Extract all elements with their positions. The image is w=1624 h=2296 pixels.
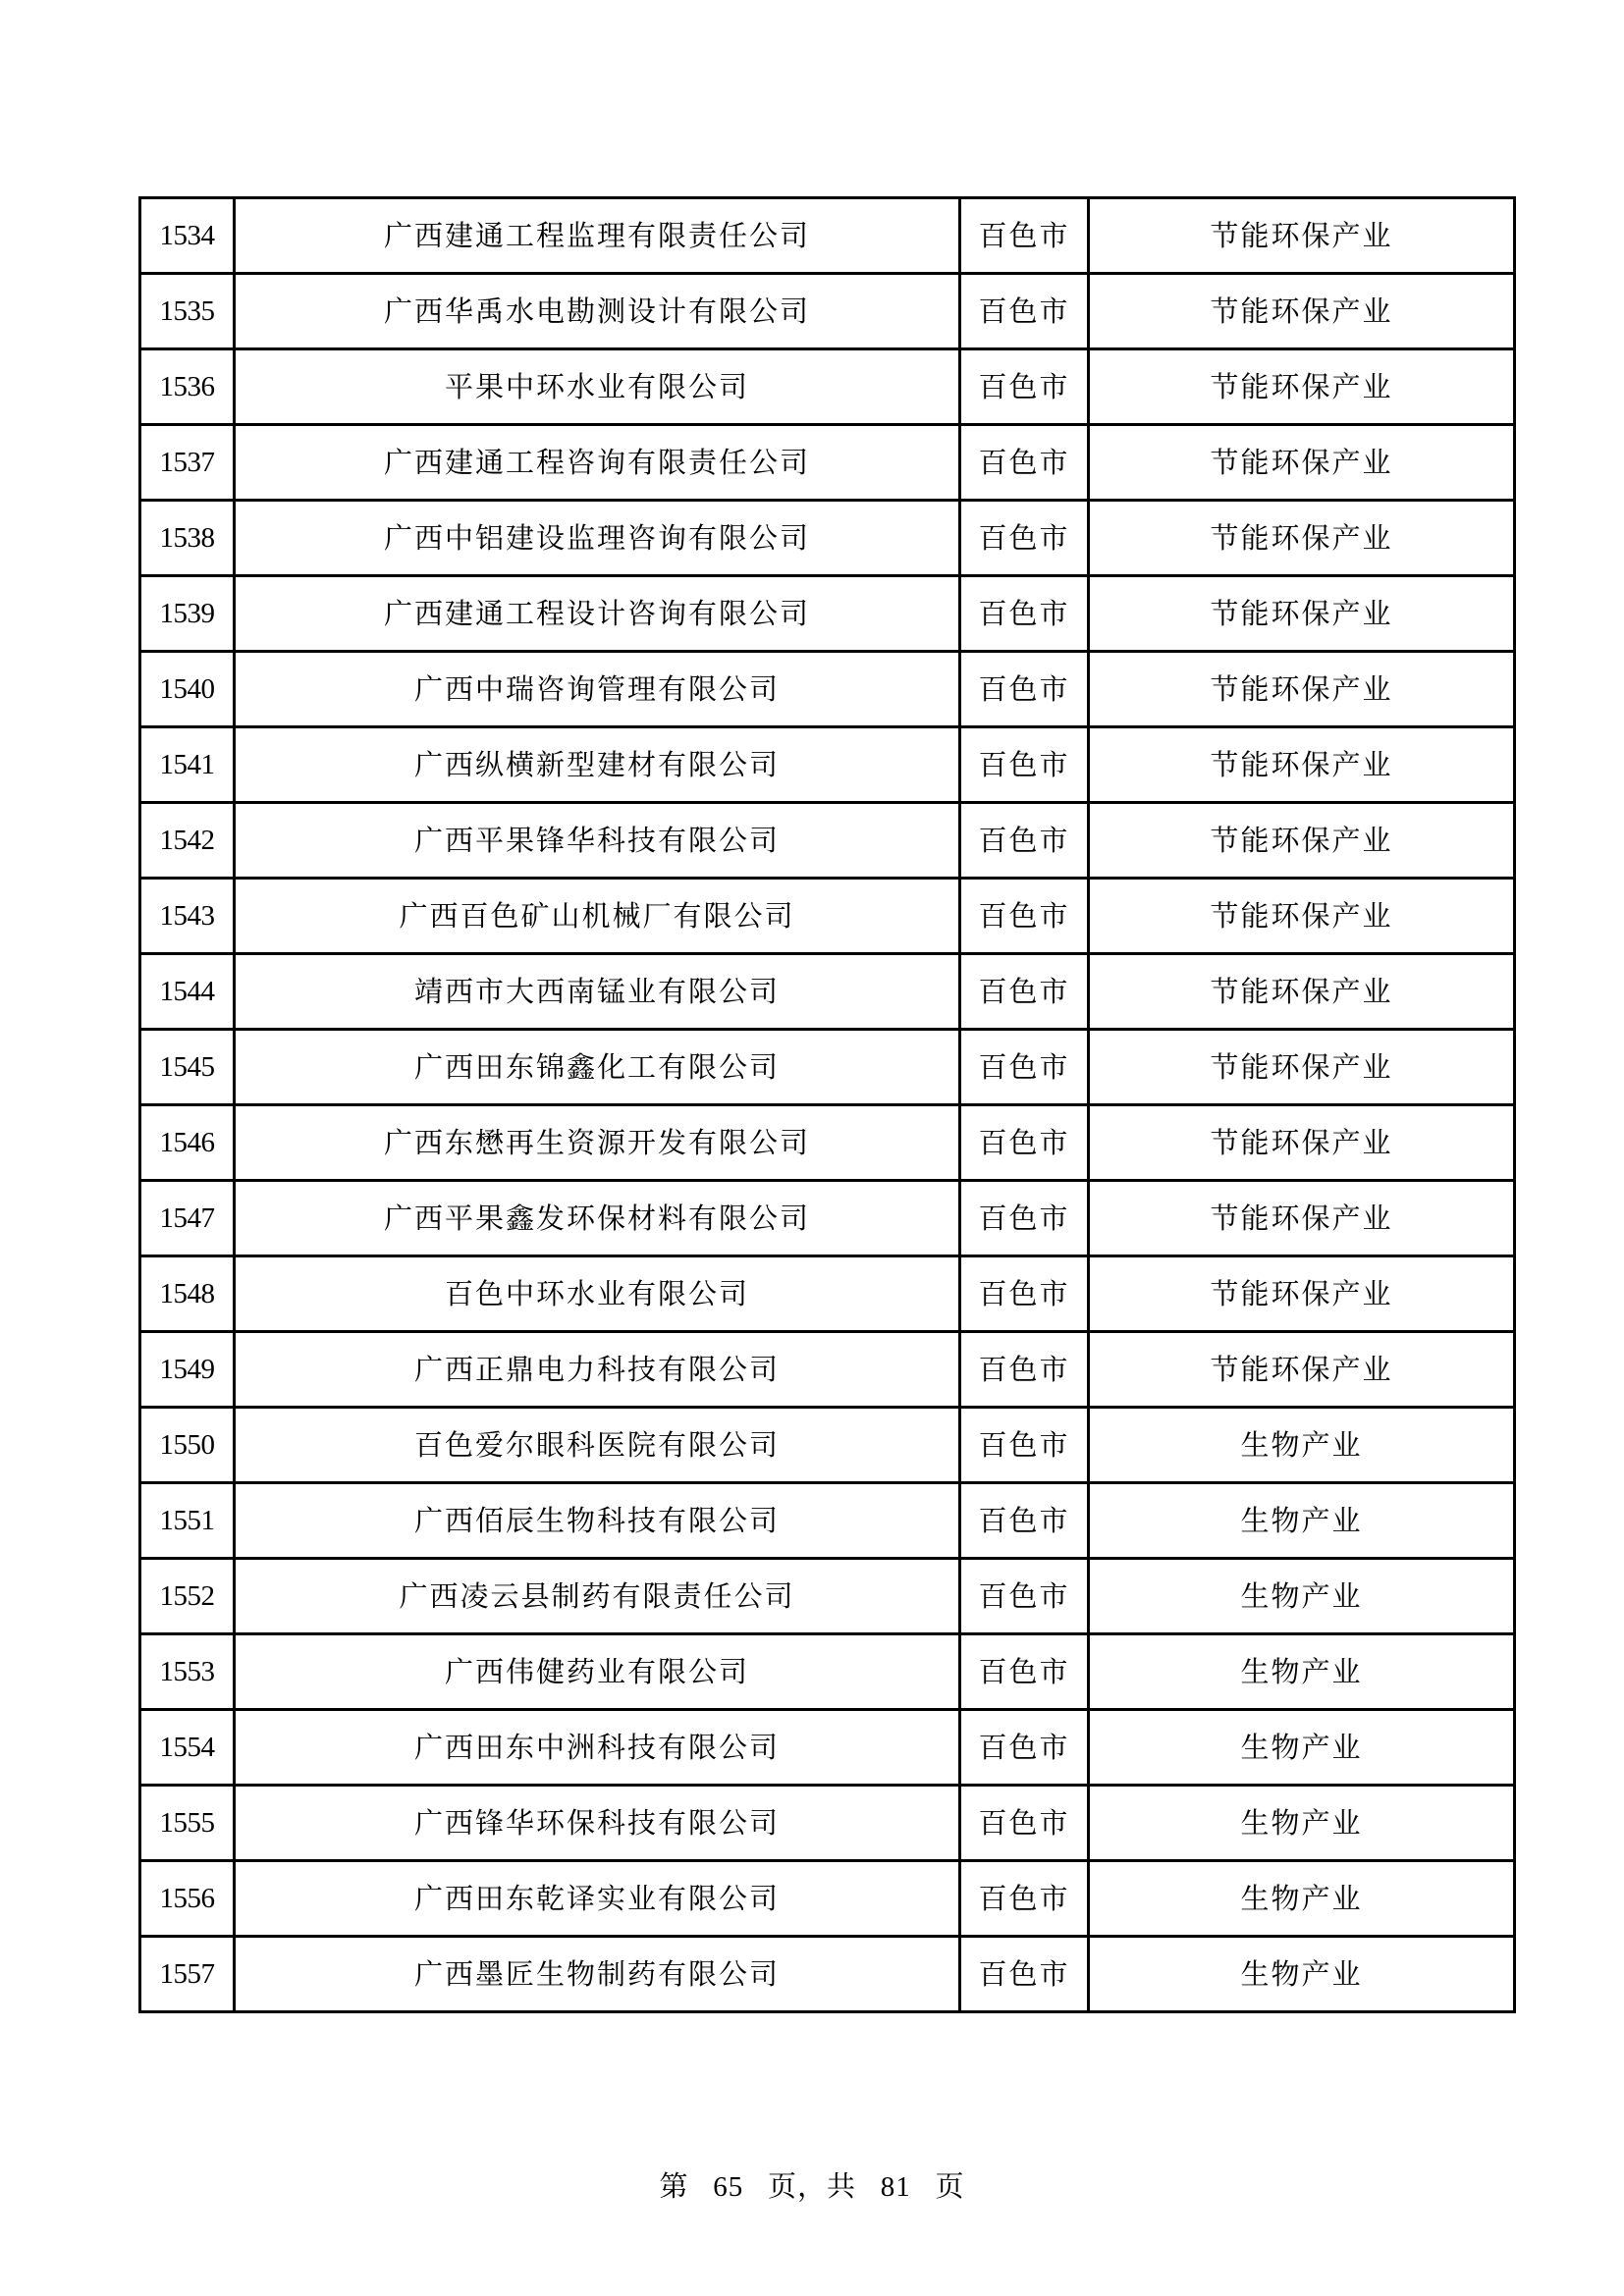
row-number-cell: 1553 [140, 1634, 235, 1710]
table-row [140, 1937, 1515, 2012]
table-row [140, 727, 1515, 803]
table-row [140, 576, 1515, 652]
footer-prefix: 第 [659, 2171, 689, 2203]
table-row [140, 1256, 1515, 1332]
company-name-cell: 广西田东中洲科技有限公司 [235, 1710, 960, 1786]
table-row [140, 652, 1515, 727]
row-number-cell: 1545 [140, 1030, 235, 1105]
city-cell: 百色市 [960, 652, 1089, 727]
city-cell: 百色市 [960, 1332, 1089, 1408]
table-row [140, 1332, 1515, 1408]
company-name-cell: 广西建通工程监理有限责任公司 [235, 198, 960, 274]
row-number-cell: 1557 [140, 1937, 235, 2012]
table-row [140, 1634, 1515, 1710]
row-number-cell: 1540 [140, 652, 235, 727]
company-name-cell: 百色中环水业有限公司 [235, 1256, 960, 1332]
table-row [140, 954, 1515, 1030]
industry-cell: 节能环保产业 [1089, 501, 1515, 576]
row-number-cell: 1539 [140, 576, 235, 652]
row-number-cell: 1548 [140, 1256, 235, 1332]
company-name-cell: 广西建通工程咨询有限责任公司 [235, 425, 960, 501]
table-row [140, 1408, 1515, 1483]
company-name-cell: 广西中铝建设监理咨询有限公司 [235, 501, 960, 576]
city-cell: 百色市 [960, 954, 1089, 1030]
city-cell: 百色市 [960, 803, 1089, 879]
industry-cell: 生物产业 [1089, 1559, 1515, 1634]
industry-cell: 节能环保产业 [1089, 1030, 1515, 1105]
table-row [140, 274, 1515, 349]
row-number-cell: 1550 [140, 1408, 235, 1483]
industry-cell: 生物产业 [1089, 1937, 1515, 2012]
company-list-table [138, 196, 1516, 2013]
row-number-cell: 1537 [140, 425, 235, 501]
total-pages-number: 81 [880, 2171, 911, 2203]
company-name-cell: 广西东懋再生资源开发有限公司 [235, 1105, 960, 1181]
city-cell: 百色市 [960, 1634, 1089, 1710]
city-cell: 百色市 [960, 1861, 1089, 1937]
footer-middle: 页，共 [767, 2171, 856, 2203]
company-name-cell: 广西建通工程设计咨询有限公司 [235, 576, 960, 652]
company-name-cell: 广西华禹水电勘测设计有限公司 [235, 274, 960, 349]
industry-cell: 节能环保产业 [1089, 349, 1515, 425]
company-name-cell: 广西百色矿山机械厂有限公司 [235, 879, 960, 954]
table-row [140, 1181, 1515, 1256]
industry-cell: 节能环保产业 [1089, 1105, 1515, 1181]
city-cell: 百色市 [960, 349, 1089, 425]
table-row [140, 1559, 1515, 1634]
industry-cell: 节能环保产业 [1089, 198, 1515, 274]
city-cell: 百色市 [960, 727, 1089, 803]
row-number-cell: 1538 [140, 501, 235, 576]
company-name-cell: 广西佰辰生物科技有限公司 [235, 1483, 960, 1559]
city-cell: 百色市 [960, 879, 1089, 954]
city-cell: 百色市 [960, 274, 1089, 349]
row-number-cell: 1549 [140, 1332, 235, 1408]
table-row [140, 425, 1515, 501]
city-cell: 百色市 [960, 1710, 1089, 1786]
city-cell: 百色市 [960, 576, 1089, 652]
row-number-cell: 1541 [140, 727, 235, 803]
city-cell: 百色市 [960, 1105, 1089, 1181]
table-row [140, 879, 1515, 954]
industry-cell: 生物产业 [1089, 1710, 1515, 1786]
row-number-cell: 1552 [140, 1559, 235, 1634]
table-row [140, 198, 1515, 274]
table-row [140, 1710, 1515, 1786]
company-name-cell: 靖西市大西南锰业有限公司 [235, 954, 960, 1030]
company-name-cell: 广西中瑞咨询管理有限公司 [235, 652, 960, 727]
industry-cell: 节能环保产业 [1089, 576, 1515, 652]
industry-cell: 生物产业 [1089, 1483, 1515, 1559]
company-name-cell: 广西平果锋华科技有限公司 [235, 803, 960, 879]
table-row [140, 1861, 1515, 1937]
city-cell: 百色市 [960, 1256, 1089, 1332]
industry-cell: 节能环保产业 [1089, 1332, 1515, 1408]
row-number-cell: 1534 [140, 198, 235, 274]
industry-cell: 生物产业 [1089, 1408, 1515, 1483]
table-row [140, 501, 1515, 576]
row-number-cell: 1555 [140, 1786, 235, 1861]
row-number-cell: 1542 [140, 803, 235, 879]
company-name-cell: 广西田东乾译实业有限公司 [235, 1861, 960, 1937]
industry-cell: 节能环保产业 [1089, 803, 1515, 879]
industry-cell: 生物产业 [1089, 1786, 1515, 1861]
current-page-number: 65 [713, 2171, 744, 2203]
footer-suffix: 页 [935, 2171, 965, 2203]
row-number-cell: 1556 [140, 1861, 235, 1937]
industry-cell: 节能环保产业 [1089, 425, 1515, 501]
page-footer [0, 2164, 1624, 2205]
city-cell: 百色市 [960, 1937, 1089, 2012]
table-row [140, 803, 1515, 879]
company-name-cell: 平果中环水业有限公司 [235, 349, 960, 425]
city-cell: 百色市 [960, 425, 1089, 501]
row-number-cell: 1547 [140, 1181, 235, 1256]
city-cell: 百色市 [960, 1181, 1089, 1256]
row-number-cell: 1543 [140, 879, 235, 954]
industry-cell: 节能环保产业 [1089, 652, 1515, 727]
company-name-cell: 广西田东锦鑫化工有限公司 [235, 1030, 960, 1105]
industry-cell: 节能环保产业 [1089, 1181, 1515, 1256]
industry-cell: 节能环保产业 [1089, 954, 1515, 1030]
row-number-cell: 1544 [140, 954, 235, 1030]
company-name-cell: 广西正鼎电力科技有限公司 [235, 1332, 960, 1408]
city-cell: 百色市 [960, 501, 1089, 576]
company-name-cell: 广西锋华环保科技有限公司 [235, 1786, 960, 1861]
industry-cell: 生物产业 [1089, 1861, 1515, 1937]
row-number-cell: 1546 [140, 1105, 235, 1181]
city-cell: 百色市 [960, 1030, 1089, 1105]
company-name-cell: 广西纵横新型建材有限公司 [235, 727, 960, 803]
company-name-cell: 百色爱尔眼科医院有限公司 [235, 1408, 960, 1483]
table-row [140, 1786, 1515, 1861]
city-cell: 百色市 [960, 198, 1089, 274]
table-row [140, 349, 1515, 425]
company-name-cell: 广西墨匠生物制药有限公司 [235, 1937, 960, 2012]
company-name-cell: 广西伟健药业有限公司 [235, 1634, 960, 1710]
table-row [140, 1030, 1515, 1105]
city-cell: 百色市 [960, 1483, 1089, 1559]
row-number-cell: 1535 [140, 274, 235, 349]
industry-cell: 生物产业 [1089, 1634, 1515, 1710]
city-cell: 百色市 [960, 1559, 1089, 1634]
industry-cell: 节能环保产业 [1089, 1256, 1515, 1332]
industry-cell: 节能环保产业 [1089, 879, 1515, 954]
row-number-cell: 1536 [140, 349, 235, 425]
industry-cell: 节能环保产业 [1089, 274, 1515, 349]
row-number-cell: 1554 [140, 1710, 235, 1786]
company-name-cell: 广西平果鑫发环保材料有限公司 [235, 1181, 960, 1256]
table-row [140, 1105, 1515, 1181]
city-cell: 百色市 [960, 1408, 1089, 1483]
row-number-cell: 1551 [140, 1483, 235, 1559]
company-name-cell: 广西凌云县制药有限责任公司 [235, 1559, 960, 1634]
industry-cell: 节能环保产业 [1089, 727, 1515, 803]
table-body [140, 198, 1515, 2012]
city-cell: 百色市 [960, 1786, 1089, 1861]
table-row [140, 1483, 1515, 1559]
